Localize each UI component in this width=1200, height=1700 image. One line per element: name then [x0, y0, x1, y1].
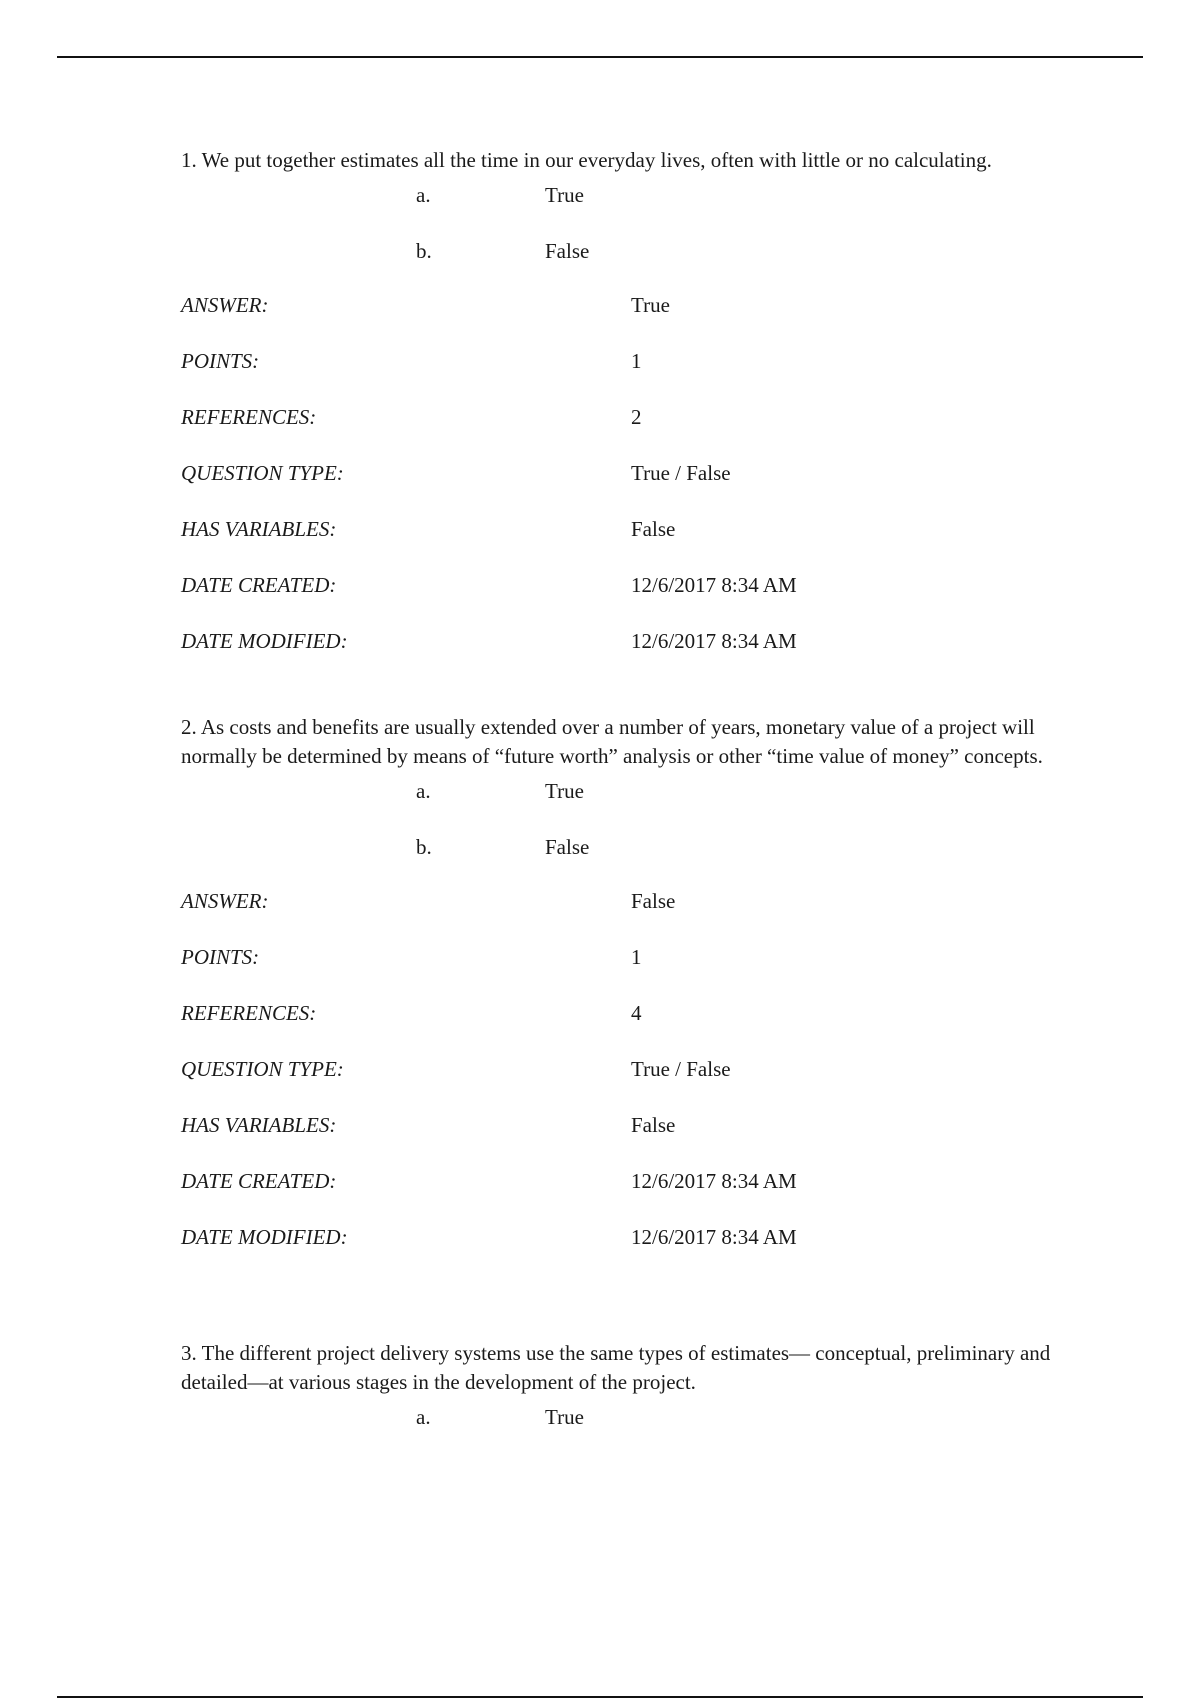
- answer-option: [181, 779, 1056, 803]
- answer-option: [181, 239, 1056, 263]
- meta-row-references: [181, 405, 1056, 461]
- answer-option: [181, 183, 1056, 207]
- meta-row-points: [181, 945, 1056, 1001]
- meta-label: DATE MODIFIED:: [181, 629, 348, 653]
- option-letter: b.: [416, 835, 432, 859]
- meta-value: 12/6/2017 8:34 AM: [631, 629, 797, 653]
- question-metadata: [181, 293, 1056, 685]
- option-text: True: [545, 779, 584, 803]
- meta-value: False: [631, 1113, 676, 1137]
- option-text: False: [545, 835, 590, 859]
- option-text: True: [545, 1405, 584, 1429]
- meta-value: False: [631, 517, 676, 541]
- meta-label: DATE MODIFIED:: [181, 1225, 348, 1249]
- option-text: False: [545, 239, 590, 263]
- question-1: [181, 146, 1056, 685]
- meta-row-has-variables: [181, 1113, 1056, 1169]
- meta-label: DATE CREATED:: [181, 573, 337, 597]
- meta-row-date-created: [181, 1169, 1056, 1225]
- meta-label: QUESTION TYPE:: [181, 1057, 344, 1081]
- meta-value: False: [631, 889, 676, 913]
- option-letter: a.: [416, 183, 431, 207]
- meta-label: DATE CREATED:: [181, 1169, 337, 1193]
- meta-value: 1: [631, 945, 642, 969]
- meta-label: REFERENCES:: [181, 405, 317, 429]
- meta-row-references: [181, 1001, 1056, 1057]
- meta-row-date-modified: [181, 629, 1056, 685]
- option-text: True: [545, 183, 584, 207]
- question-2: [181, 713, 1056, 1281]
- meta-value: 12/6/2017 8:34 AM: [631, 1225, 797, 1249]
- meta-value: 1: [631, 349, 642, 373]
- meta-row-answer: [181, 293, 1056, 349]
- meta-row-answer: [181, 889, 1056, 945]
- header-rule: [57, 56, 1143, 58]
- meta-value: True: [631, 293, 670, 317]
- meta-label: HAS VARIABLES:: [181, 517, 337, 541]
- meta-value: 12/6/2017 8:34 AM: [631, 573, 797, 597]
- answer-option: [181, 1405, 1056, 1429]
- meta-value: 4: [631, 1001, 642, 1025]
- meta-value: True / False: [631, 461, 731, 485]
- meta-row-date-created: [181, 573, 1056, 629]
- meta-label: POINTS:: [181, 945, 260, 969]
- meta-value: 2: [631, 405, 642, 429]
- question-stem: 1. We put together estimates all the time in our everyday lives, often with little or no calculating.: [181, 148, 992, 172]
- meta-row-has-variables: [181, 517, 1056, 573]
- option-letter: a.: [416, 1405, 431, 1429]
- meta-label: QUESTION TYPE:: [181, 461, 344, 485]
- question-stem: 3. The different project delivery systems use the same types of estimates— conceptual, preliminary and detailed—at various stages in the development of the project.: [181, 1341, 1051, 1394]
- meta-label: ANSWER:: [181, 293, 269, 317]
- question-3: [181, 1339, 1056, 1429]
- meta-row-date-modified: [181, 1225, 1056, 1281]
- answer-option: [181, 835, 1056, 859]
- meta-label: POINTS:: [181, 349, 260, 373]
- option-letter: a.: [416, 779, 431, 803]
- meta-row-points: [181, 349, 1056, 405]
- question-metadata: [181, 889, 1056, 1281]
- meta-label: ANSWER:: [181, 889, 269, 913]
- footer-rule: [57, 1696, 1143, 1698]
- meta-label: REFERENCES:: [181, 1001, 317, 1025]
- meta-value: 12/6/2017 8:34 AM: [631, 1169, 797, 1193]
- question-stem: 2. As costs and benefits are usually extended over a number of years, monetary value of a project will normally be determined by means of “future worth” analysis or other “time value of money” concepts.: [181, 715, 1043, 768]
- meta-value: True / False: [631, 1057, 731, 1081]
- meta-label: HAS VARIABLES:: [181, 1113, 337, 1137]
- meta-row-question-type: [181, 461, 1056, 517]
- meta-row-question-type: [181, 1057, 1056, 1113]
- option-letter: b.: [416, 239, 432, 263]
